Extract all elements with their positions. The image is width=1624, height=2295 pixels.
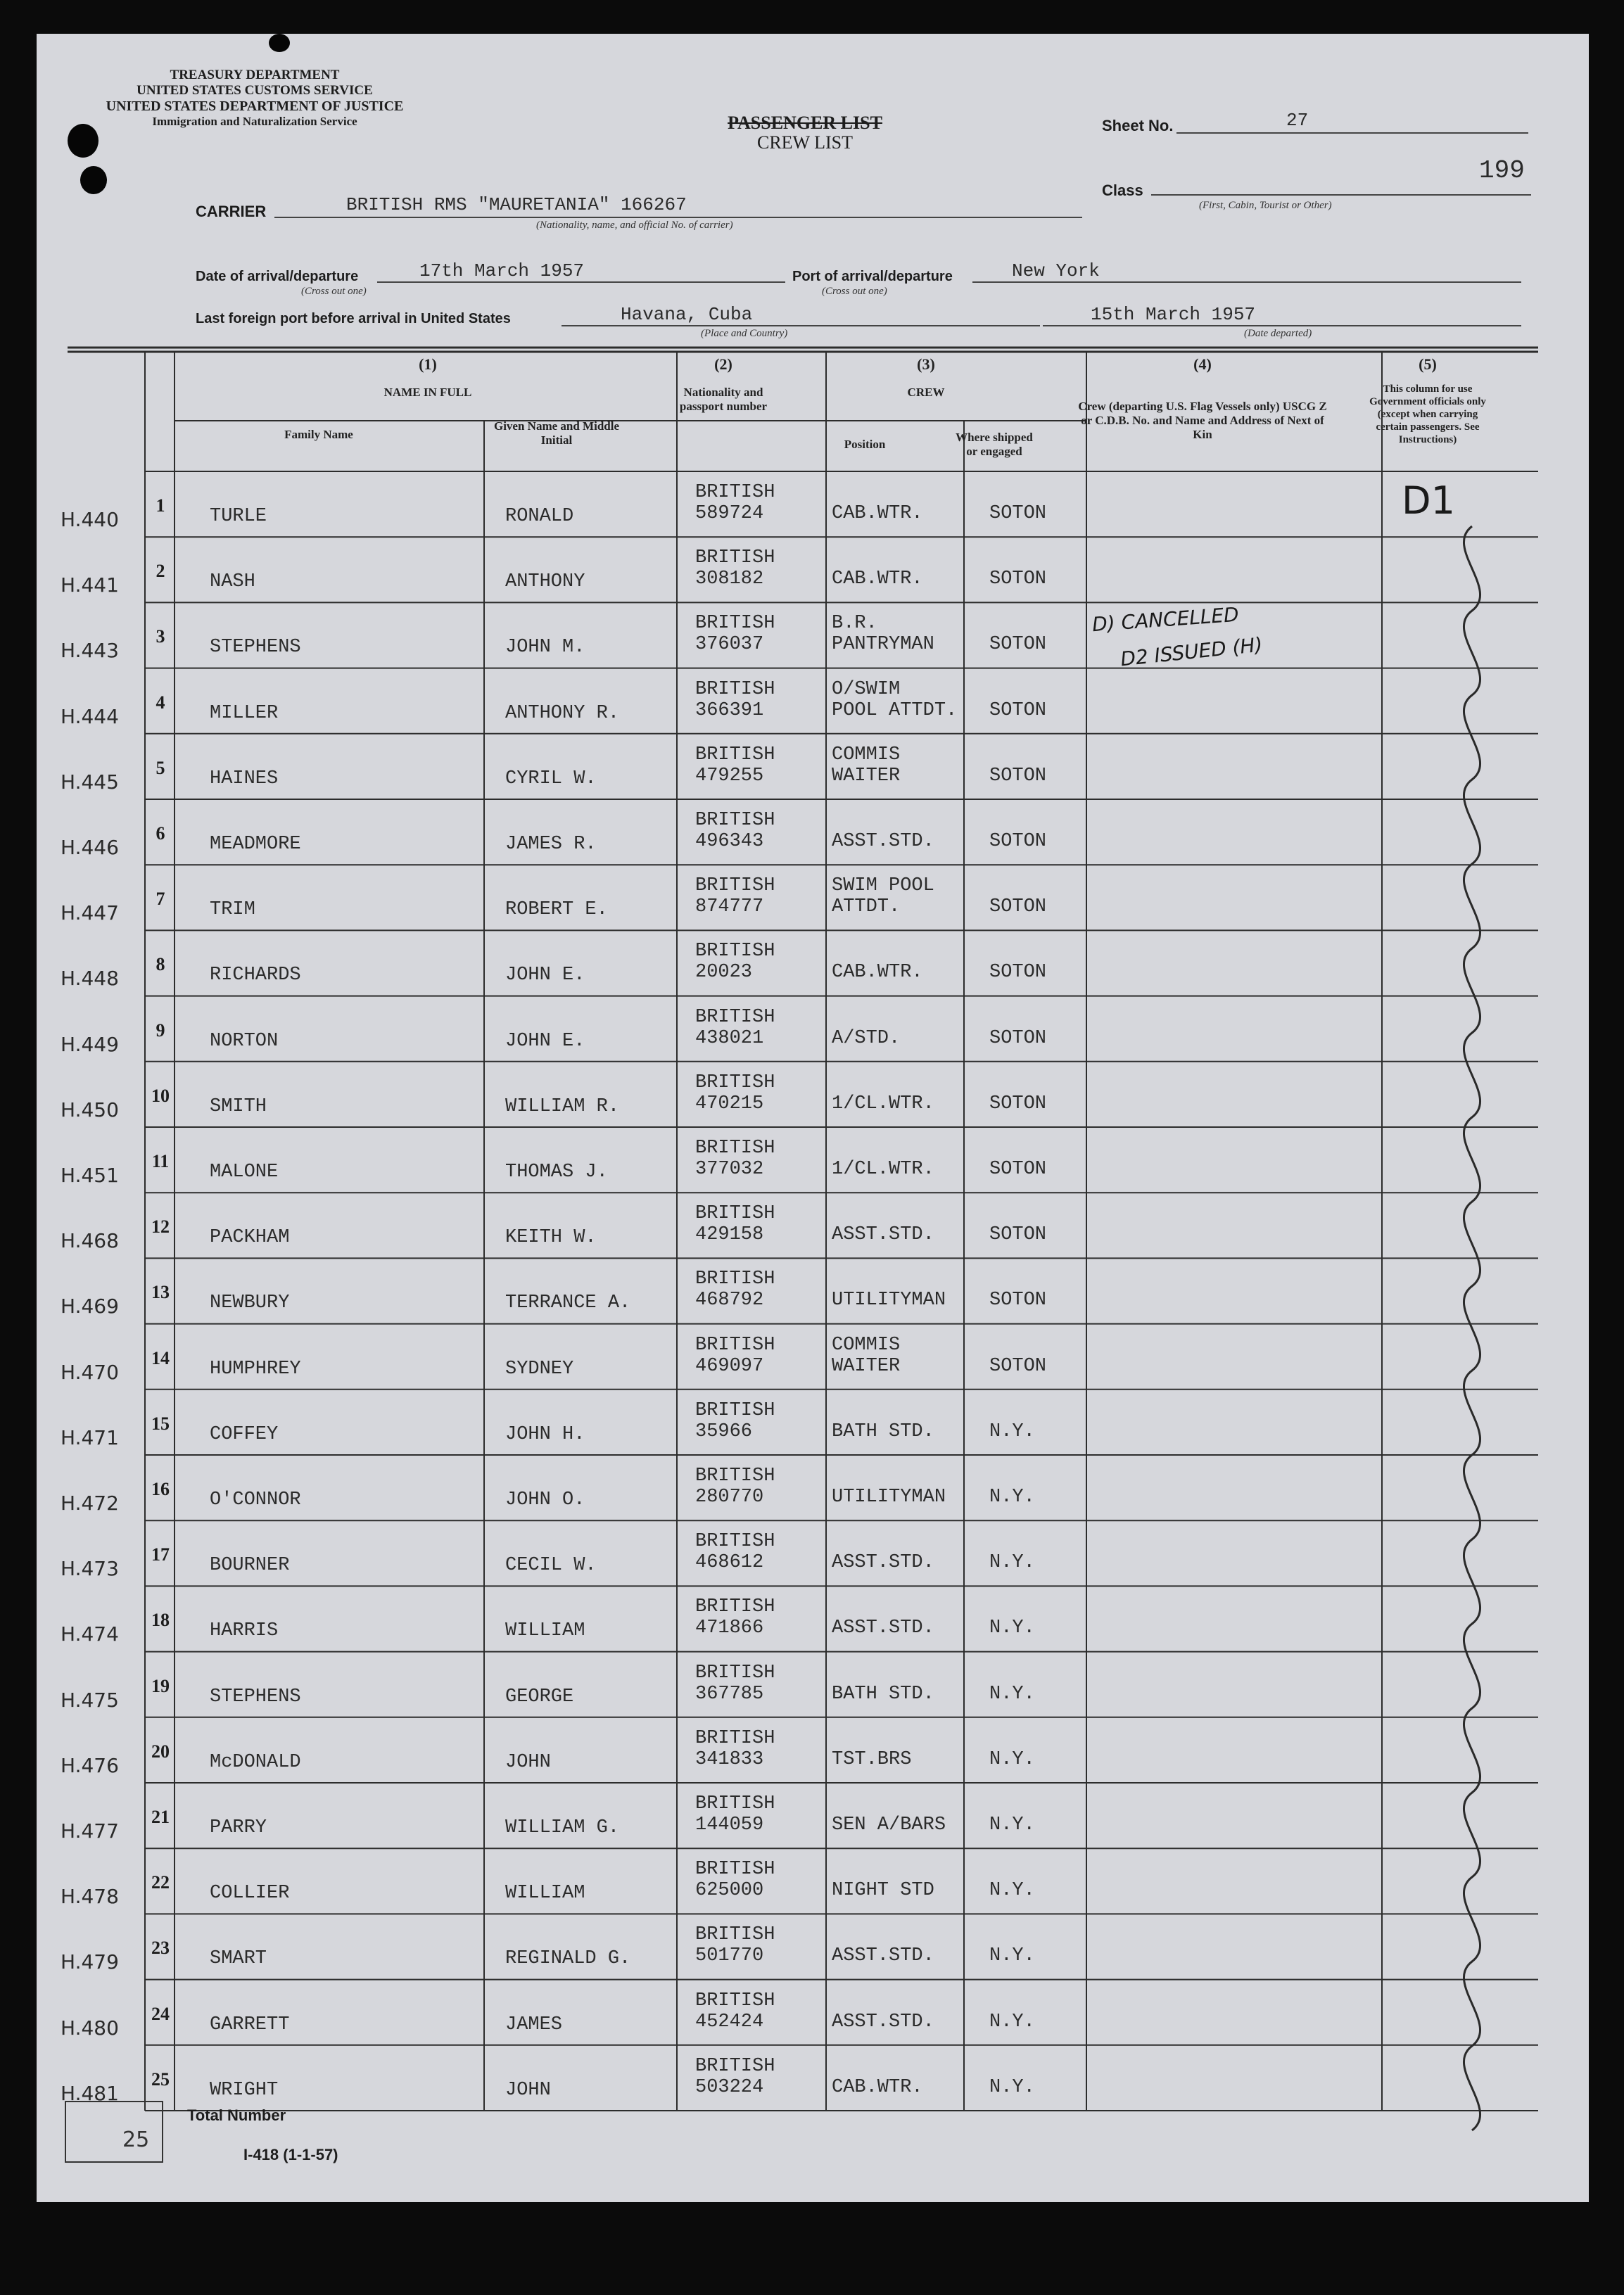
carrier-note: (Nationality, name, and official No. of carrier) xyxy=(536,220,733,231)
row-number: 5 xyxy=(156,757,165,778)
family-name: COLLIER xyxy=(210,1883,290,1905)
passport-number: 308182 xyxy=(695,568,764,590)
family-name: NEWBURY xyxy=(210,1292,290,1314)
lastport-value: Havana, Cuba xyxy=(621,304,753,325)
position: TST.BRS xyxy=(832,1748,912,1770)
departed-note: (Date departed) xyxy=(1244,328,1312,339)
position: ASST.STD. xyxy=(832,1945,934,1967)
row-h-number: H.448 xyxy=(61,967,119,991)
passport-number: 501770 xyxy=(695,1945,764,1967)
given-name: REGINALD G. xyxy=(505,1948,631,1970)
nationality: BRITISH xyxy=(695,1334,775,1356)
row-number: 7 xyxy=(156,889,165,910)
row-number: 1 xyxy=(156,495,165,516)
given-name: JOHN E. xyxy=(505,965,585,986)
position: NIGHT STD xyxy=(832,1880,934,1902)
port-label: Port of arrival/departure xyxy=(792,269,953,284)
row-h-number: H.480 xyxy=(61,2016,119,2040)
row-h-number: H.471 xyxy=(61,1425,119,1449)
family-name: SMART xyxy=(210,1948,267,1970)
col-where-header: Where shipped or engaged xyxy=(956,431,1033,458)
row-number: 20 xyxy=(151,1741,170,1762)
col-given-header: Given Name and Middle Initial xyxy=(493,419,620,447)
nationality: BRITISH xyxy=(695,1859,775,1881)
form-number: I-418 (1-1-57) xyxy=(243,2146,338,2163)
family-name: BOURNER xyxy=(210,1555,290,1577)
shipped-where: N.Y. xyxy=(989,1420,1035,1442)
col1-title: NAME IN FULL xyxy=(383,386,472,399)
passport-number: 452424 xyxy=(695,2011,764,2033)
row-h-number: H.451 xyxy=(61,1164,119,1187)
col2-title: Nationality and passport number xyxy=(679,386,768,413)
position: CAB.WTR. xyxy=(832,2076,923,2098)
position-line2: WAITER xyxy=(832,765,901,787)
row-number: 13 xyxy=(151,1282,170,1303)
position: CAB.WTR. xyxy=(832,962,923,984)
passport-number: 471866 xyxy=(695,1617,764,1639)
nationality: BRITISH xyxy=(695,547,775,569)
passport-number: 625000 xyxy=(695,1880,764,1902)
position: CAB.WTR. xyxy=(832,503,923,524)
passport-number: 280770 xyxy=(695,1487,764,1508)
row-number: 2 xyxy=(156,561,165,582)
nationality: BRITISH xyxy=(695,1269,775,1290)
nationality: BRITISH xyxy=(695,1203,775,1225)
nationality: BRITISH xyxy=(695,1531,775,1553)
row-number: 8 xyxy=(156,954,165,975)
shipped-where: SOTON xyxy=(989,896,1047,918)
col3-title: CREW xyxy=(907,386,945,399)
nationality: BRITISH xyxy=(695,1399,775,1421)
carrier-label: CARRIER xyxy=(196,203,267,220)
col4-title: Crew (departing U.S. Flag Vessels only) USCG Z or C.D.B. No. and Name and Address of Next of Kin xyxy=(1078,400,1327,441)
page-title: CREW LIST xyxy=(756,132,854,153)
shipped-where: N.Y. xyxy=(989,1748,1035,1770)
nationality: BRITISH xyxy=(695,1727,775,1749)
row-number: 3 xyxy=(156,626,165,647)
given-name: WILLIAM G. xyxy=(505,1817,620,1838)
passport-number: 470215 xyxy=(695,1093,764,1114)
col4-number: (4) xyxy=(1193,355,1212,373)
passport-number: 377032 xyxy=(695,1159,764,1180)
col-position-header: Position xyxy=(844,438,886,451)
nationality: BRITISH xyxy=(695,1138,775,1159)
row-h-number: H.478 xyxy=(61,1885,119,1909)
shipped-where: N.Y. xyxy=(989,1814,1035,1836)
family-name: GARRETT xyxy=(210,2014,290,2035)
row-h-number: H.472 xyxy=(61,1492,119,1515)
given-name: WILLIAM R. xyxy=(505,1095,620,1117)
shipped-where: N.Y. xyxy=(989,1880,1035,1902)
shipped-where: SOTON xyxy=(989,1027,1047,1049)
row-number: 11 xyxy=(151,1151,170,1171)
position: 1/CL.WTR. xyxy=(832,1159,934,1180)
family-name: COFFEY xyxy=(210,1423,279,1445)
given-name: JOHN H. xyxy=(505,1423,585,1445)
nationality: BRITISH xyxy=(695,1466,775,1487)
nationality: BRITISH xyxy=(695,482,775,503)
family-name: O'CONNOR xyxy=(210,1489,301,1511)
position: ASST.STD. xyxy=(832,831,934,852)
shipped-where: SOTON xyxy=(989,1093,1047,1114)
nationality: BRITISH xyxy=(695,875,775,897)
position-line2: PANTRYMAN xyxy=(832,634,934,656)
family-name: NASH xyxy=(210,571,255,593)
passport-number: 469097 xyxy=(695,1355,764,1377)
nationality: BRITISH xyxy=(695,1662,775,1684)
position: B.R. xyxy=(832,613,877,635)
given-name: CYRIL W. xyxy=(505,768,597,789)
row-h-number: H.475 xyxy=(61,1688,119,1712)
given-name: GEORGE xyxy=(505,1686,574,1708)
shipped-where: N.Y. xyxy=(989,1945,1035,1967)
position: 1/CL.WTR. xyxy=(832,1093,934,1114)
nationality: BRITISH xyxy=(695,613,775,635)
shipped-where: SOTON xyxy=(989,962,1047,984)
position: COMMIS xyxy=(832,744,901,765)
col5-mark: D1 xyxy=(1402,478,1455,523)
row-h-number: H.446 xyxy=(61,836,119,859)
given-name: WILLIAM xyxy=(505,1883,585,1905)
row-h-number: H.477 xyxy=(61,1819,119,1843)
position: SWIM POOL xyxy=(832,875,934,897)
row-number: 24 xyxy=(151,2003,170,2024)
given-name: RONALD xyxy=(505,506,574,527)
row-h-number: H.469 xyxy=(61,1295,119,1318)
family-name: TRIM xyxy=(210,899,255,921)
passport-number: 366391 xyxy=(695,699,764,721)
nationality: BRITISH xyxy=(695,1072,775,1093)
position: BATH STD. xyxy=(832,1420,934,1442)
crew-list-sheet xyxy=(37,34,1589,2202)
agency-justice: UNITED STATES DEPARTMENT OF JUSTICE xyxy=(106,98,404,114)
row-number: 12 xyxy=(151,1216,170,1238)
nationality: BRITISH xyxy=(695,1006,775,1028)
row-h-number: H.445 xyxy=(61,770,119,794)
shipped-where: SOTON xyxy=(989,634,1047,656)
agency-treasury: TREASURY DEPARTMENT xyxy=(170,68,340,82)
departed-value: 15th March 1957 xyxy=(1091,304,1256,325)
shipped-where: SOTON xyxy=(989,1224,1047,1246)
row-h-number: H.476 xyxy=(61,1753,119,1777)
position-line2: WAITER xyxy=(832,1355,901,1377)
passport-number: 429158 xyxy=(695,1224,764,1246)
nationality: BRITISH xyxy=(695,1990,775,2011)
given-name: WILLIAM xyxy=(505,1620,585,1642)
given-name: JAMES R. xyxy=(505,834,597,855)
class-note: (First, Cabin, Tourist or Other) xyxy=(1199,200,1332,211)
col5-number: (5) xyxy=(1419,355,1437,373)
row-h-number: H.470 xyxy=(61,1360,119,1384)
row-h-number: H.481 xyxy=(61,2081,119,2105)
shipped-where: SOTON xyxy=(989,831,1047,852)
passport-number: 20023 xyxy=(695,962,753,984)
row-h-number: H.473 xyxy=(61,1557,119,1581)
family-name: STEPHENS xyxy=(210,1686,301,1708)
row-number: 18 xyxy=(151,1610,170,1631)
passport-number: 503224 xyxy=(695,2076,764,2098)
row2-annotation-2: D2 ISSUED (H) xyxy=(1119,632,1264,671)
given-name: THOMAS J. xyxy=(505,1162,608,1183)
passport-number: 479255 xyxy=(695,765,764,787)
stamp-number: 199 xyxy=(1479,156,1525,185)
shipped-where: N.Y. xyxy=(989,2011,1035,2033)
position-line2: POOL ATTDT. xyxy=(832,699,958,721)
agency-customs: UNITED STATES CUSTOMS SERVICE xyxy=(137,83,373,98)
shipped-where: N.Y. xyxy=(989,2076,1035,2098)
family-name: TURLE xyxy=(210,506,267,527)
position: SEN A/BARS xyxy=(832,1814,946,1836)
total-label: Total Number xyxy=(187,2106,286,2124)
passport-number: 341833 xyxy=(695,1748,764,1770)
arrival-label: Date of arrival/departure xyxy=(196,269,359,284)
passport-number: 468792 xyxy=(695,1290,764,1311)
shipped-where: SOTON xyxy=(989,1159,1047,1180)
passport-number: 376037 xyxy=(695,634,764,656)
row-number: 10 xyxy=(151,1085,170,1106)
position: ASST.STD. xyxy=(832,1617,934,1639)
given-name: KEITH W. xyxy=(505,1227,597,1249)
given-name: JAMES xyxy=(505,2014,563,2035)
family-name: NORTON xyxy=(210,1030,279,1052)
passport-number: 496343 xyxy=(695,831,764,852)
row-h-number: H.474 xyxy=(61,1622,119,1646)
family-name: STEPHENS xyxy=(210,637,301,659)
family-name: SMITH xyxy=(210,1095,267,1117)
shipped-where: N.Y. xyxy=(989,1487,1035,1508)
nationality: BRITISH xyxy=(695,1596,775,1618)
shipped-where: N.Y. xyxy=(989,1552,1035,1574)
nationality: BRITISH xyxy=(695,1924,775,1946)
row-h-number: H.440 xyxy=(61,508,119,531)
shipped-where: SOTON xyxy=(989,503,1047,524)
family-name: MILLER xyxy=(210,702,279,724)
title-struck: PASSENGER LIST xyxy=(728,113,882,133)
port-value: New York xyxy=(1012,260,1100,281)
family-name: MEADMORE xyxy=(210,834,301,855)
row-number: 25 xyxy=(151,2068,170,2090)
row-number: 16 xyxy=(151,1479,170,1499)
given-name: SYDNEY xyxy=(505,1358,574,1380)
arrival-value: 17th March 1957 xyxy=(419,260,585,281)
family-name: RICHARDS xyxy=(210,965,301,986)
family-name: PARRY xyxy=(210,1817,267,1838)
nationality: BRITISH xyxy=(695,678,775,700)
given-name: CECIL W. xyxy=(505,1555,597,1577)
row-h-number: H.447 xyxy=(61,901,119,925)
row-number: 14 xyxy=(151,1347,170,1368)
position: UTILITYMAN xyxy=(832,1290,946,1311)
passport-number: 438021 xyxy=(695,1027,764,1049)
family-name: HARRIS xyxy=(210,1620,279,1642)
sheet-label: Sheet No. xyxy=(1102,117,1174,134)
passport-number: 589724 xyxy=(695,503,764,524)
row-number: 21 xyxy=(151,1807,170,1827)
position: COMMIS xyxy=(832,1334,901,1356)
agency-ins: Immigration and Naturalization Service xyxy=(152,115,357,128)
position: CAB.WTR. xyxy=(832,568,923,590)
row-h-number: H.479 xyxy=(61,1950,119,1974)
row-h-number: H.444 xyxy=(61,704,119,728)
row-number: 6 xyxy=(156,823,165,844)
family-name: WRIGHT xyxy=(210,2079,279,2101)
row2-annotation-1: D) CANCELLED xyxy=(1091,602,1240,637)
row-number: 4 xyxy=(156,692,165,713)
carrier-value: BRITISH RMS "MAURETANIA" 166267 xyxy=(346,194,687,215)
nationality: BRITISH xyxy=(695,744,775,765)
row-h-number: H.441 xyxy=(61,573,119,597)
arrival-note: (Cross out one) xyxy=(301,286,367,297)
shipped-where: SOTON xyxy=(989,765,1047,787)
nationality: BRITISH xyxy=(695,1793,775,1814)
passport-number: 367785 xyxy=(695,1683,764,1705)
passport-number: 144059 xyxy=(695,1814,764,1836)
family-name: PACKHAM xyxy=(210,1227,290,1249)
position: ASST.STD. xyxy=(832,1552,934,1574)
passport-number: 874777 xyxy=(695,896,764,918)
nationality: BRITISH xyxy=(695,941,775,962)
family-name: HAINES xyxy=(210,768,279,789)
given-name: JOHN xyxy=(505,2079,551,2101)
family-name: McDONALD xyxy=(210,1751,301,1773)
position-line2: ATTDT. xyxy=(832,896,901,918)
nationality: BRITISH xyxy=(695,2055,775,2077)
given-name: ANTHONY R. xyxy=(505,702,620,724)
row-number: 19 xyxy=(151,1675,170,1696)
position: ASST.STD. xyxy=(832,2011,934,2033)
passport-number: 468612 xyxy=(695,1552,764,1574)
row-number: 15 xyxy=(151,1413,170,1434)
family-name: MALONE xyxy=(210,1162,279,1183)
shipped-where: N.Y. xyxy=(989,1617,1035,1639)
row-h-number: H.450 xyxy=(61,1098,119,1121)
sheet-number: 27 xyxy=(1286,110,1309,131)
shipped-where: SOTON xyxy=(989,1355,1047,1377)
given-name: JOHN E. xyxy=(505,1030,585,1052)
col2-number: (2) xyxy=(714,355,732,373)
shipped-where: N.Y. xyxy=(989,1683,1035,1705)
row-number: 9 xyxy=(156,1019,165,1041)
given-name: JOHN O. xyxy=(505,1489,585,1511)
col3-number: (3) xyxy=(917,355,935,373)
given-name: ANTHONY xyxy=(505,571,585,593)
port-note: (Cross out one) xyxy=(822,286,887,297)
given-name: JOHN M. xyxy=(505,637,585,659)
given-name: TERRANCE A. xyxy=(505,1292,631,1314)
position: A/STD. xyxy=(832,1027,901,1049)
nationality: BRITISH xyxy=(695,810,775,831)
class-label: Class xyxy=(1102,182,1143,199)
row-h-number: H.468 xyxy=(61,1229,119,1253)
col-family-header: Family Name xyxy=(284,428,353,441)
shipped-where: SOTON xyxy=(989,699,1047,721)
row-h-number: H.449 xyxy=(61,1032,119,1056)
lastport-label: Last foreign port before arrival in United States xyxy=(196,311,511,326)
row-h-number: H.443 xyxy=(61,639,119,663)
position: O/SWIM xyxy=(832,678,901,700)
col5-title: This column for use Government officials only (except when carrying certain passengers. See Instructions) xyxy=(1369,383,1486,445)
passport-number: 35966 xyxy=(695,1420,753,1442)
position: BATH STD. xyxy=(832,1683,934,1705)
shipped-where: SOTON xyxy=(989,1290,1047,1311)
row-number: 22 xyxy=(151,1872,170,1893)
position: ASST.STD. xyxy=(832,1224,934,1246)
total-value: 25 xyxy=(122,2128,150,2152)
family-name: HUMPHREY xyxy=(210,1358,301,1380)
row-number: 17 xyxy=(151,1544,170,1565)
col1-number: (1) xyxy=(419,355,437,373)
given-name: JOHN xyxy=(505,1751,551,1773)
position: UTILITYMAN xyxy=(832,1487,946,1508)
given-name: ROBERT E. xyxy=(505,899,608,921)
lastport-note: (Place and Country) xyxy=(701,328,788,339)
row-number: 23 xyxy=(151,1938,170,1959)
shipped-where: SOTON xyxy=(989,568,1047,590)
